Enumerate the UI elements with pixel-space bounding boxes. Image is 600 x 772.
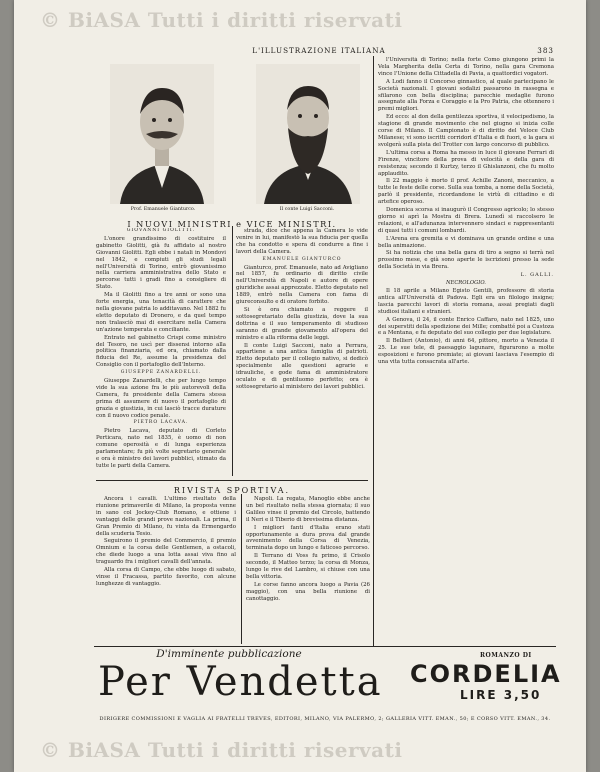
portrait-gianturco-image [110,64,214,204]
article-paragraph: Pietro Lacava, deputato di Corleto Perticara, nato nel 1835, è uomo di non comune operosità e di lunga esperienza parlamentare; fu più volte segretario generale e ora è ministro dei lavori pubblici, stimato da tutte le parti della Camera. [96,428,226,469]
caption-sacconi: Il conte Luigi Sacconi. [279,207,335,212]
article-column-middle [236,228,368,475]
necrology-paragraph: Il Bellieri (Antonio), di anni 64, pittore, morto a Venezia il 25. Le sue tele, di paesaggio lagunare, figurarono a molte esposizioni e furono premiate; ai giovani lasciava l'esempio di una vita tutta consacrata all'arte. [378,338,554,366]
section-heading: EMANUELE GIANTURCO [262,256,342,262]
right-paragraph: Si ha notizia che una bella gara di tiro a segno si terrà nel prossimo mese, e già sono aperte le iscrizioni presso la sede della Società in via Brera. [378,250,554,271]
right-paragraph: Domenica scorsa si inaugurò il Congresso agricolo; lo stesso giorno si aprì la Mostra di Brera. Lunedì si raccolsero le relazioni, e all'adunanza intervennero sindaci e rappresentanti di quasi tutti i comuni lombardi. [378,207,554,234]
section-divider [96,480,368,481]
right-paragraph: l'Università di Torino; nella forte Como giungono primi la Vela Margherita della Certa di Torino, nella gara Cremona vince l'Unione della Cittadella di Pavia, a quattordici vogatori. [378,57,554,77]
sport-paragraph: Alla corsa di Campo, che ebbe luogo di sabato, vinse il Fracassa, partito favorito, con alcune lunghezze di vantaggio. [96,567,236,587]
portrait-sacconi-image [256,64,360,204]
column-rule [241,494,242,644]
right-paragraph: L'ultima corsa a Roma ha messo in luce il giovane Ferrari di Firenze, vincitore della prova di velocità e della gara di resistenza; secondo il Kurtzy, terzo il Ghislanzoni, che fu molto applaudito. [378,149,554,177]
advert-author: CORDELIA [410,660,562,688]
header-title: L'ILLUSTRAZIONE ITALIANA [252,46,386,55]
advert-kicker: D'imminente pubblicazione [156,648,302,660]
article-column-left [96,228,226,475]
watermark-bottom: © BiASA Tutti i diritti riservati [40,738,403,762]
sport-paragraph: Napoli. La regata, Manoglio ebbe anche un bel risultato nella stessa giornata; il suo Galileo vinse il premio del Circolo, battendo il Neri e il Tiberio di brevissima distanza. [246,496,370,523]
sport-paragraph: I migliori fanti d'Italia erano stati opportunamente a dura prova dal grande avvenimento della Corsa di Venezia, terminata dopo un lungo e faticoso percorso. [246,524,370,552]
watermark-top: © BiASA Tutti i diritti riservati [40,8,403,32]
sport-paragraph: Seguirono il premio del Commercio, il premio Omnium e la corsa delle Gentlemen, a ostacoli, che diede luogo a una lotta assai viva fino al traguardo fra i migliori cavalli dell'annata. [96,538,236,566]
article-paragraph: Il conte Luigi Sacconi, nato a Ferrara, appartiene a una antica famiglia di patrioti. Eletto deputato per il collegio nativo, si dedicò specialmente alle questioni agrarie e idrauliche, e gode fama di amministratore oculato e di gentiluomo perfetto; ora è sottosegretario al ministero dei lavori pubblici. [236,342,368,390]
sport-column-middle [246,496,370,646]
necrology-paragraph: Il 18 aprile a Milano Egisto Gentili, professore di storia antica all'Università di Padova. Egli era un filologo insigne; lascia parecchi lavori di storia romana, assai pregiati dagli studiosi italiani e stranieri. [378,288,554,315]
right-paragraph: A Lodi fanno il Concorso ginnastico, al quale partecipano le Società nazionali. I giovani sodalizi passarono in rassegna e sfilarono con bella disciplina; parecchie medaglie furono assegnate alla Forza e Coraggio e la Pro Patria, che ottennero i premi migliori. [378,78,554,113]
right-column [378,57,554,645]
section-heading: GIOVANNI GIOLITTI. [126,228,196,233]
advert-top-rule [94,646,556,647]
advert-price: LIRE 3,50 [460,688,542,702]
advert-footer: DIRIGERE COMMISSIONI E VAGLIA AI FRATELLI TREVES, EDITORI, MILANO, VIA PALERMO, 2; GALLERIA VITT. EMAN., 50; E CORSO VITT. EMAN., 34. [99,716,551,722]
author-signature: L. GALLI. [520,272,554,279]
article-paragraph: Ma il Giolitti fino a tre anni or sono una forte energia, una tenacità di carattere che nella giovane patria lo additavano. Nel 1882 fu eletto deputato di Dronero, e da quel tempo non tralasciò mai di esercitare nella Camera un'azione temperata e conciliante. [96,292,226,333]
article-paragraph: strada, dice che appena la Camera lo vide venire in lui, manifestò la sua fiducia per quella che ha condotto e spera di condurre a fine i lavori della Camera. [236,228,368,255]
magazine-page [14,0,586,772]
article-paragraph: Gianturco, prof. Emanuele, nato ad Avigliano nel 1857, fu ordinario di diritto civile nell'Università di Napoli e autore di opere giuridiche assai apprezzate. Eletto deputato nel 1889, entrò nella Camera con fama di giureconsulto e di oratore forbito. [236,264,368,306]
right-paragraph: Ed ecco: al don della gentilezza sportiva, il velocipedismo, la stagione di grande movimento che nel giugno si inizia colle corse di Milano. Il Campionato è di diritto del Veloce Club Milanese; vi sono iscritti corridori d'Italia e di fuori, e la gara si svolgerà sulla pista del Trotter con largo concorso di pubblico. [378,114,554,148]
column-rule [373,56,374,646]
article-paragraph: Entrato nel gabinetto Crispi come ministro del Tesoro, ne uscì per dissensi intorno alla politica finanziaria, ed ora, chiamato dalla fiducia del Re, assume la presidenza del Consiglio con il portafoglio dell'Interno. [96,334,226,369]
advert-novel-label: ROMANZO DI [480,652,532,659]
sport-paragraph: Il Terrano di Voss fu primo, il Crisolo secondo, il Matteo terzo; la corsa di Monza, lungo le rive del Lambro, si chiuse con una bella vittoria. [246,553,370,580]
advertisement [94,648,562,732]
caption-gianturco: Prof. Emanuele Gianturco. [130,207,196,212]
article-paragraph: L'onore grandissimo di costituire il gabinetto Giolitti, già fu affidato al nostro Giovanni Giolitti. Egli ebbe i natali in Mondovi nel 1842, e compiuti gli studi legali nell'Università di Torino, entrò giovanissimo nella carriera amministrativa dello Stato e percorse tutti i gradi fino a consigliere di Stato. [96,235,226,291]
section-heading: PIETRO LACAVA. [133,420,189,426]
advert-title: Per Vendetta [98,659,383,705]
right-paragraph: Il 22 maggio è morto il prof. Achille Zanoni, meccanico, a tutte le feste delle corse. Sulla sua tomba, a nome della Società, parlò il presidente, ricordandone le virtù di cittadino e di artefice operoso. [378,178,554,206]
column-rule [232,226,233,476]
sport-column-left [96,496,236,646]
page-number: 383 [537,46,554,55]
portrait-gianturco [110,64,214,204]
sport-section-title: RIVISTA SPORTIVA. [173,486,291,495]
portrait-sacconi [256,64,360,204]
article-title: I NUOVI MINISTRI e VICE MINISTRI. [127,219,337,229]
sport-paragraph: Le corse fanno ancora luogo a Pavia (26 maggio), con una bella riunione di canottaggio. [246,581,370,602]
necrology-heading: NECROLOGIO. [446,280,486,287]
sport-paragraph: Ancora i cavalli. L'ultimo risultato della riunione primaverile di Milano, la proposta venne in sano col Jockey-Club Romano, e ottiene i vantaggi delle grandi prove nazionali. La prima, il Gran Premio di Milano, fu vinta da Ermengardo della scuderia Tesio. [96,496,236,537]
section-heading: GIUSEPPE ZANARDELLI. [120,370,202,376]
article-paragraph: Giuseppe Zanardelli, che per lungo tempo vide la sua azione fra le più autorevoli della Camera, fu presidente della Camera stessa prima di assumere di nuovo il portafoglio di grazia e giustizia, in cui lasciò tracce durature con il nuovo codice penale. [96,378,226,419]
article-paragraph: Si è ora chiamato a reggere il sottosegretariato della giustizia, dove la sua dottrina e il suo temperamento di studioso saranno di grande giovamento all'opera del ministro e alla riforma delle leggi. [236,306,368,341]
right-paragraph: L'Arena era gremita e vi dominava un grande ordine e una bella animazione. [378,235,554,249]
necrology-paragraph: A Genova, il 24, il conte Enrico Caffaro, nato nel 1825, uno dei superstiti della spedizione dei Mille; combatté poi a Custoza e a Mentana, e fu deputato del suo collegio per due legislature. [378,316,554,337]
